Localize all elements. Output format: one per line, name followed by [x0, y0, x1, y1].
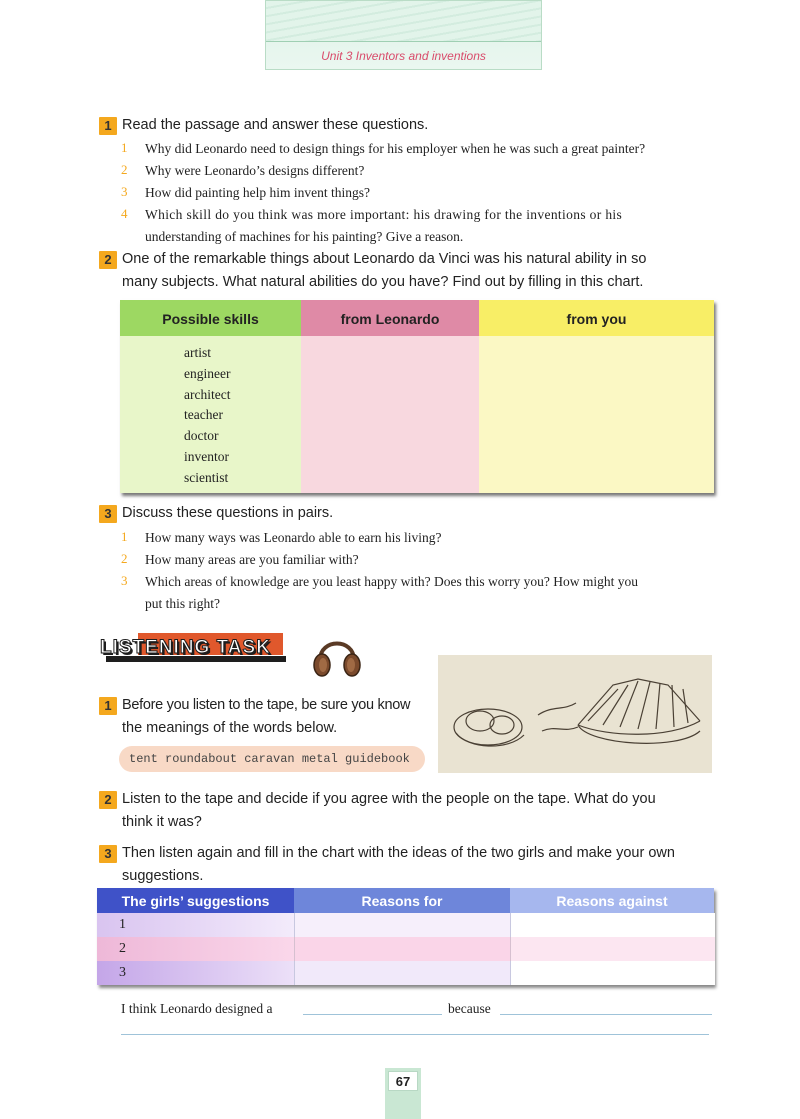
listening-1-badge: 1 [99, 697, 117, 715]
skill-item: inventor [184, 448, 229, 464]
answer-cell[interactable] [294, 913, 511, 937]
sentence-start: I think Leonardo designed a [121, 1001, 273, 1016]
s1-q4-number: 4 [121, 206, 128, 221]
sentence-because: because [448, 1001, 491, 1016]
s3-q3-text: Which areas of knowledge are you least happy with? Does this worry you? How might you [145, 574, 639, 589]
girls-suggestions-chart [97, 888, 714, 985]
skills-column-leonardo[interactable] [301, 336, 479, 493]
table-row [97, 937, 294, 961]
s3-q3-text-cont: put this right? [145, 596, 220, 611]
listening-task-title [100, 633, 285, 661]
listening-3-instruction-line2: suggestions. [122, 868, 204, 884]
section-1-badge: 1 [99, 117, 117, 135]
banner-divider [266, 41, 541, 42]
tank-sketch-drawing [438, 655, 712, 773]
banner-pattern [266, 1, 541, 41]
listening-3-badge: 3 [99, 845, 117, 863]
table-row [97, 961, 294, 985]
section-1-instruction: Read the passage and answer these questions. [122, 117, 429, 133]
chart-header-reasons-against: Reasons against [510, 888, 714, 913]
s1-q2-text: Why were Leonardo’s designs different? [145, 163, 365, 178]
skills-header-leonardo: from Leonardo [301, 300, 479, 336]
listening-2-instruction-line2: think it was? [122, 814, 202, 830]
row-number: 1 [119, 917, 126, 932]
s1-q2-number: 2 [121, 162, 128, 177]
listening-task-heading: LISTENING TASK [100, 637, 271, 658]
section-2-instruction-line2: many subjects. What natural abilities do you have? Find out by filling in this chart. [122, 274, 644, 290]
row-number: 3 [119, 965, 126, 980]
page-number: 67 [388, 1071, 418, 1091]
row-number: 2 [119, 941, 126, 956]
listening-3-instruction-line1: Then listen again and fill in the chart with the ideas of the two girls and make your own [122, 845, 675, 861]
section-3-badge: 3 [99, 505, 117, 523]
unit-header-banner [265, 0, 542, 70]
s1-q3-number: 3 [121, 184, 128, 199]
s3-q1-text: How many ways was Leonardo able to earn his living? [145, 530, 442, 545]
s3-q2-number: 2 [121, 551, 128, 566]
listening-1-instruction-line1: Before you listen to the tape, be sure you know [122, 697, 411, 713]
skills-column-you[interactable] [479, 336, 714, 493]
chart-header-reasons-for: Reasons for [294, 888, 510, 913]
listening-2-instruction-line1: Listen to the tape and decide if you agree with the people on the tape. What do you [122, 791, 656, 807]
blank-line-reason[interactable] [500, 1013, 712, 1015]
answer-cell[interactable] [510, 937, 715, 961]
s3-q2-text: How many areas are you familiar with? [145, 552, 359, 567]
s1-q4-text-cont: understanding of machines for his painting? Give a reason. [145, 229, 464, 244]
skills-header-you: from you [479, 300, 714, 336]
s3-q1-number: 1 [121, 529, 128, 544]
skill-item: engineer [184, 365, 231, 381]
answer-cell[interactable] [510, 913, 715, 937]
s3-q3-number: 3 [121, 573, 128, 588]
s1-q3-text: How did painting help him invent things? [145, 185, 370, 200]
skills-header-possible: Possible skills [120, 300, 301, 336]
answer-cell[interactable] [294, 937, 511, 961]
skills-chart [120, 300, 714, 493]
listening-1-instruction-line2: the meanings of the words below. [122, 720, 338, 736]
skill-item: scientist [184, 469, 229, 485]
unit-title: Unit 3 Inventors and inventions [321, 49, 486, 63]
skill-item: teacher [184, 407, 223, 423]
table-row [97, 913, 294, 937]
section-2-badge: 2 [99, 251, 117, 269]
blank-line-design[interactable] [303, 1013, 442, 1015]
vocabulary-words-box: tent roundabout caravan metal guidebook [119, 746, 425, 772]
answer-cell[interactable] [294, 961, 511, 985]
skill-list [184, 343, 230, 489]
answer-cell[interactable] [510, 961, 715, 985]
skills-column-possible [120, 336, 301, 493]
headphones-icon [310, 632, 364, 678]
s1-q1-text: Why did Leonardo need to design things for his employer when he was such a great painter? [145, 141, 646, 156]
skill-item: doctor [184, 428, 219, 444]
section-3-instruction: Discuss these questions in pairs. [122, 505, 334, 521]
s1-q4-text: Which skill do you think was more important: his drawing for the inventions or his [145, 207, 623, 222]
section-2-instruction-line1: One of the remarkable things about Leonardo da Vinci was his natural ability in so [122, 251, 647, 267]
chart-header-suggestions: The girls’ suggestions [97, 888, 294, 913]
listening-2-badge: 2 [99, 791, 117, 809]
skill-item: artist [184, 345, 211, 360]
blank-line-reason-cont[interactable] [121, 1033, 709, 1035]
leonardo-sketch-image [438, 655, 712, 773]
s1-q1-number: 1 [121, 140, 128, 155]
skill-item: architect [184, 386, 231, 402]
